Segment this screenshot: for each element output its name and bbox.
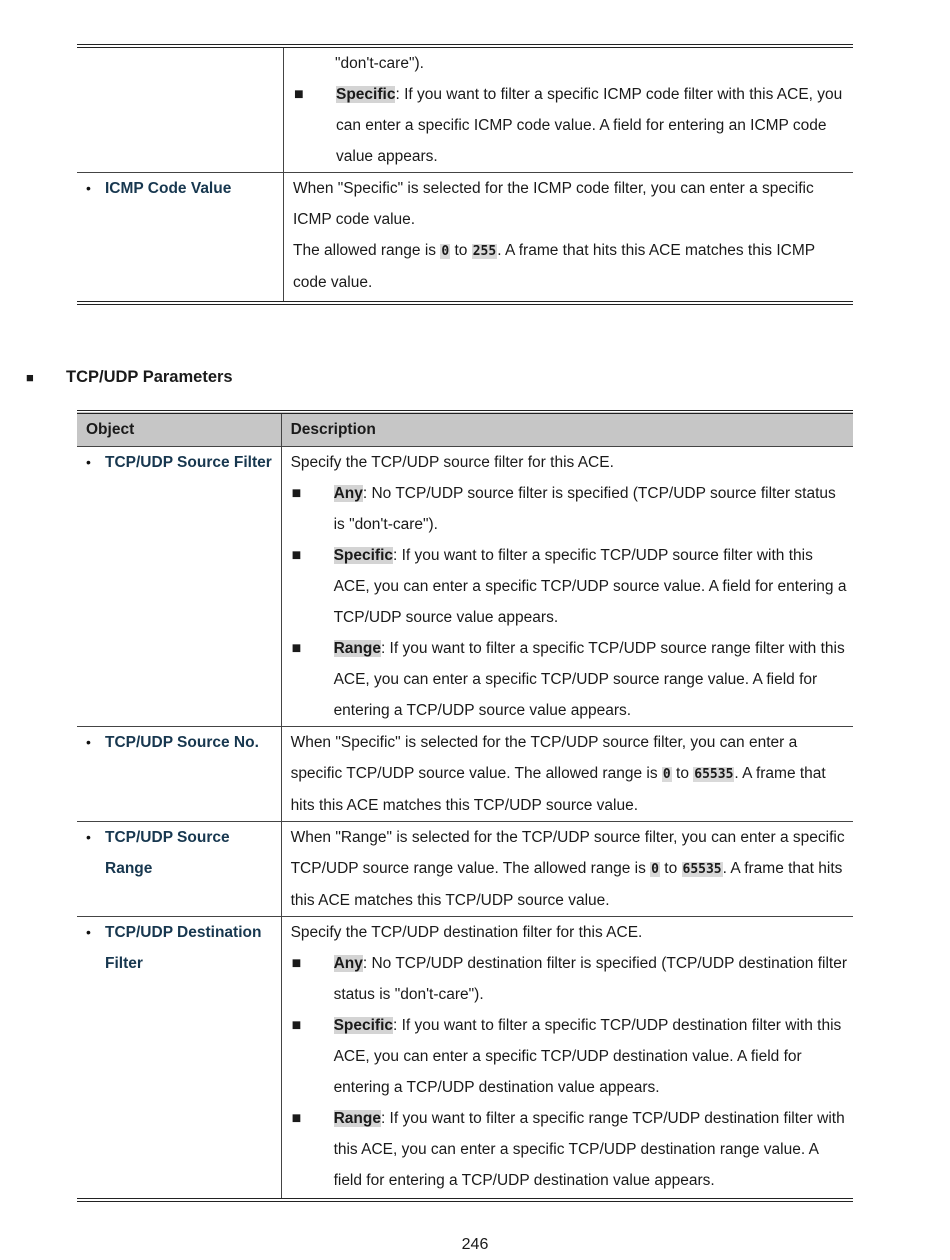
square-bullet-icon: ■ xyxy=(291,1110,302,1127)
option-keyword: Specific xyxy=(336,86,396,103)
square-bullet-icon: ■ xyxy=(291,547,302,564)
list-item: ■ Any: No TCP/UDP source filter is specified (TCP/UDP source filter status is "don't-care"). xyxy=(291,478,847,540)
table-row: • TCP/UDP Source No. When "Specific" is selected for the TCP/UDP source filter, you can enter a specific TCP/UDP source value. The allowed range is 0 to 65535. A frame that hits this ACE matches this TCP/UDP source value. xyxy=(77,727,853,822)
object-cell xyxy=(77,727,281,758)
object-name: ICMP Code Value xyxy=(105,180,232,197)
list-item: ■ Range: If you want to filter a specific TCP/UDP source range filter with this ACE, you can enter a specific TCP/UDP source range value. A field for entering a TCP/UDP source value appears. xyxy=(291,633,847,726)
column-header-object: Object xyxy=(77,412,281,447)
code-value: 255 xyxy=(472,244,497,259)
square-bullet-icon: ■ xyxy=(291,485,302,502)
page-number: 246 xyxy=(461,1236,489,1253)
object-cell xyxy=(77,822,281,884)
bullet-dot-icon: • xyxy=(86,180,91,196)
bullet-dot-icon: • xyxy=(86,924,91,940)
code-value: 0 xyxy=(651,862,659,877)
bullet-dot-icon: • xyxy=(86,734,91,750)
table-row: • TCP/UDP Source Filter Specify the TCP/UDP source filter for this ACE. ■ Any: No TCP/UDP source filter is specified (TCP/UDP source filter status is "don't-care"). ■ Specific: If you want to filter a specific TCP/UDP source filter with this ACE, you can enter a specific TCP/UDP source value. A field for entering a TCP/UDP source value appears. ■ Range: If you want to filter a specific TCP/UDP source range filter with this ACE, you can enter a specific TCP/UDP source range value. A field for entering a TCP/UDP source value appears. xyxy=(77,447,853,727)
table-row xyxy=(77,46,853,173)
code-value: 0 xyxy=(441,244,450,259)
object-name: TCP/UDP Destination Filter xyxy=(105,924,262,972)
list-item: ■ Any: No TCP/UDP destination filter is specified (TCP/UDP destination filter status is "don't-care"). xyxy=(291,948,847,1010)
option-keyword: Specific xyxy=(333,547,394,564)
section-title: TCP/UDP Parameters xyxy=(66,368,233,386)
section-heading xyxy=(26,368,233,387)
table-row: • TCP/UDP Destination Filter Specify the TCP/UDP destination filter for this ACE. ■ Any: No TCP/UDP destination filter is specified (TCP/UDP destination filter status is "don't-care"). ■ Specific: If you want to filter a specific TCP/UDP destination filter with this ACE, you can enter a specific TCP/UDP destination value. A field for entering a TCP/UDP destination value appears. ■ Range: If you want to filter a specific range TCP/UDP destination filter with this ACE, you can enter a specific TCP/UDP destination range value. A field for entering a TCP/UDP destination value appears. xyxy=(77,917,853,1201)
object-name: TCP/UDP Source No. xyxy=(105,734,259,751)
square-bullet-icon: ■ xyxy=(291,640,302,657)
option-keyword: Any xyxy=(333,485,363,502)
list-item: ■ Specific: If you want to filter a specific TCP/UDP destination filter with this ACE, you can enter a specific TCP/UDP destination value. A field for entering a TCP/UDP destination value appears. xyxy=(291,1010,847,1103)
square-bullet-icon: ■ xyxy=(294,86,304,103)
table-header xyxy=(77,412,853,447)
object-name: TCP/UDP Source Range xyxy=(105,829,230,877)
option-keyword: Range xyxy=(333,1110,381,1127)
object-cell xyxy=(77,447,281,478)
list-item: ■ Specific: If you want to filter a specific TCP/UDP source filter with this ACE, you can enter a specific TCP/UDP source value. A field for entering a TCP/UDP source value appears. xyxy=(291,540,847,633)
option-keyword: Any xyxy=(333,955,363,972)
option-keyword: Specific xyxy=(333,1017,394,1034)
square-bullet-icon: ■ xyxy=(291,1017,302,1034)
list-item: ■ Specific: If you want to filter a specific ICMP code filter with this ACE, you can enter a specific ICMP code value. A field for entering an ICMP code value appears. xyxy=(293,79,847,172)
list-item: ■ Range: If you want to filter a specific range TCP/UDP destination filter with this ACE, you can enter a specific TCP/UDP destination range value. A field for entering a TCP/UDP destination value appears. xyxy=(291,1103,847,1196)
desc-line: "don't-care"). xyxy=(335,55,424,72)
object-cell xyxy=(77,917,281,979)
column-header-description: Description xyxy=(290,421,376,438)
option-keyword: Range xyxy=(333,640,381,657)
code-value: 0 xyxy=(662,767,671,782)
code-value: 65535 xyxy=(694,767,734,782)
object-cell xyxy=(77,173,283,204)
table-row: • ICMP Code Value When "Specific" is selected for the ICMP code filter, you can enter a specific ICMP code value. The allowed range is 0 to 255. A frame that hits this ACE matches this ICMP code value. xyxy=(77,173,853,304)
bullet-dot-icon: • xyxy=(86,829,91,845)
table-row: • TCP/UDP Source Range When "Range" is selected for the TCP/UDP source filter, you can enter a specific TCP/UDP source range value. The allowed range is 0 to 65535. A frame that hits this ACE matches this TCP/UDP source value. xyxy=(77,822,853,917)
square-bullet-icon: ■ xyxy=(26,370,34,385)
icmp-table xyxy=(77,44,853,305)
square-bullet-icon: ■ xyxy=(291,955,302,972)
bullet-dot-icon: • xyxy=(86,454,91,470)
code-value: 65535 xyxy=(682,862,722,877)
tcp-udp-table xyxy=(77,410,853,1202)
object-name: TCP/UDP Source Filter xyxy=(105,454,272,471)
